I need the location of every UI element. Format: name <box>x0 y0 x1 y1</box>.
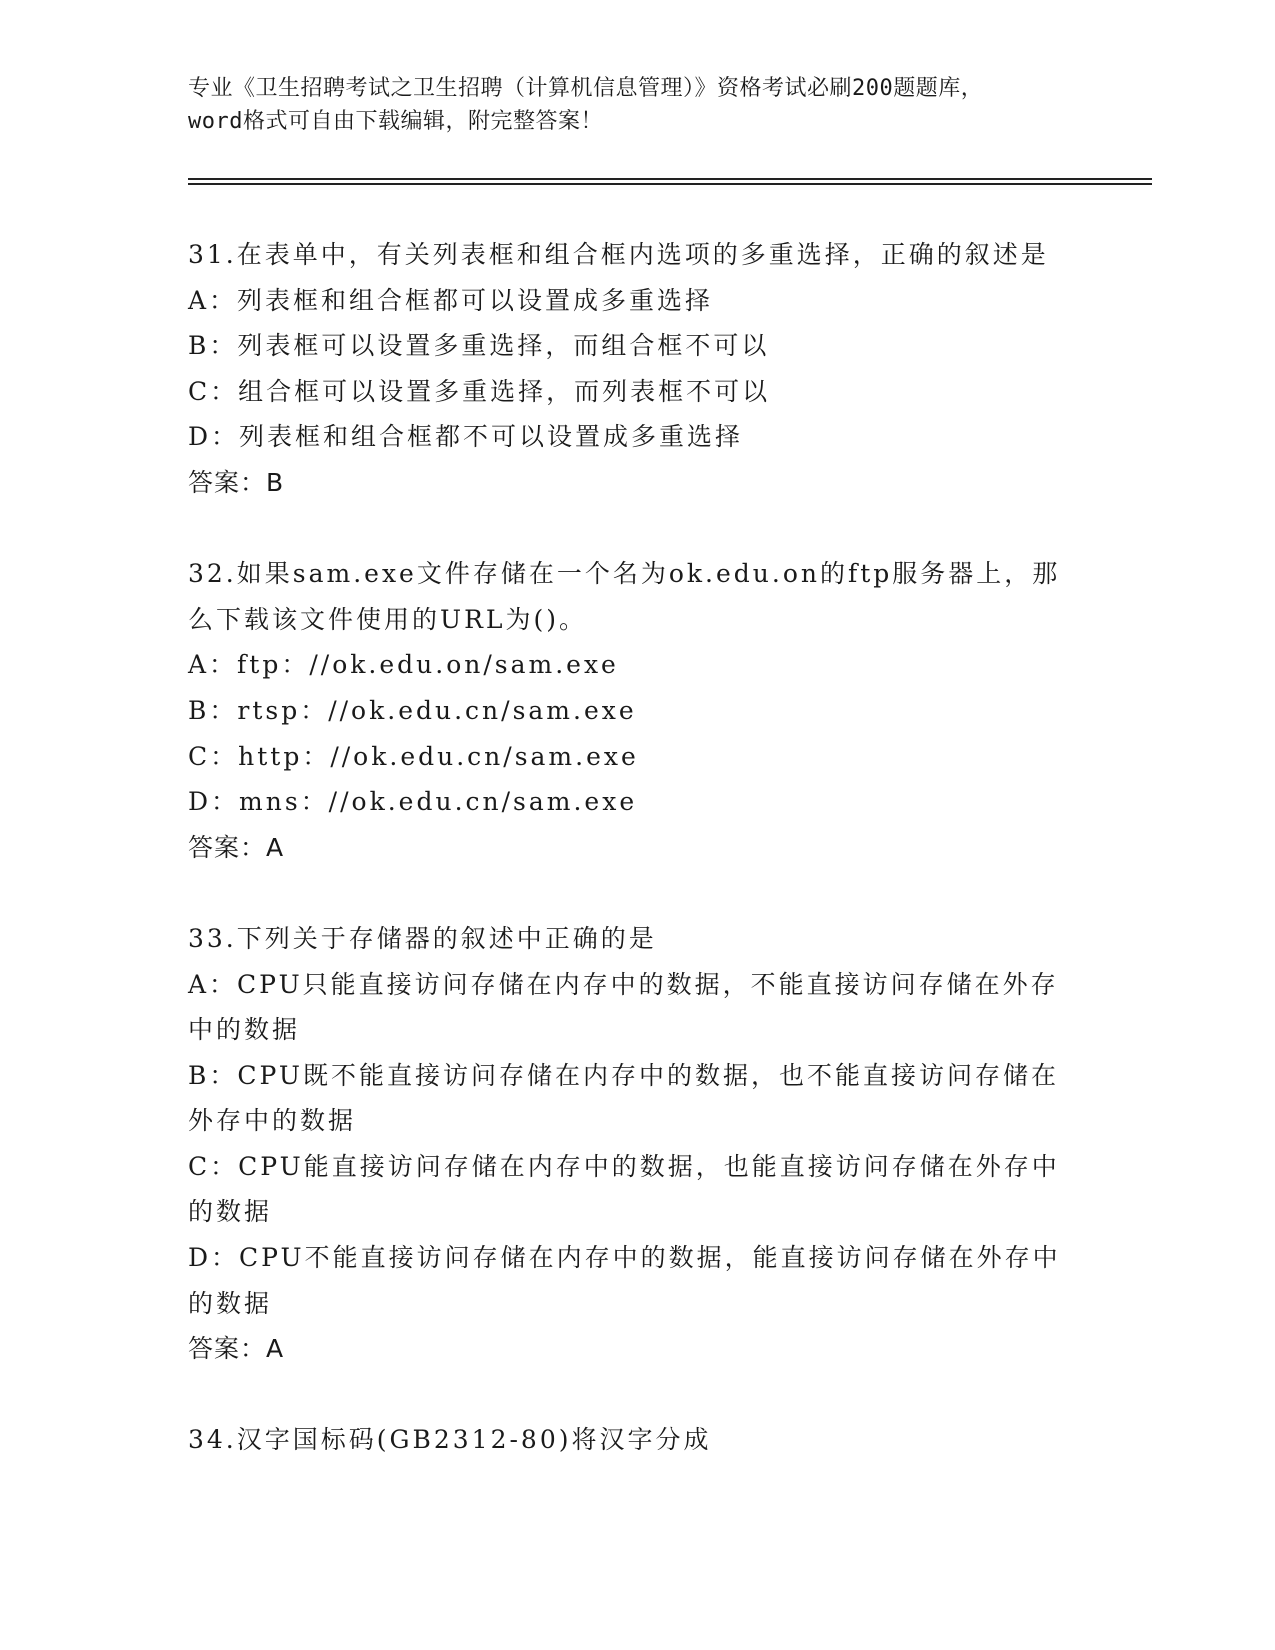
option-c: C：http：//ok.edu.cn/sam.exe <box>188 741 639 771</box>
question-list <box>188 232 1088 1463</box>
option-d: D：列表框和组合框都不可以设置成多重选择 <box>188 422 744 452</box>
question-stem: 32.如果sam.exe文件存储在一个名为ok.edu.on的ftp服务器上，那 <box>188 559 1061 589</box>
question-31 <box>188 232 1088 506</box>
option-c: C：CPU能直接访问存储在内存中的数据，也能直接访问存储在外存中 <box>188 1151 1060 1181</box>
answer: 答案：A <box>188 1334 285 1364</box>
document-header <box>188 72 1088 138</box>
question-32 <box>188 551 1088 870</box>
question-stem: 33.下列关于存储器的叙述中正确的是 <box>188 923 657 953</box>
option-a: A：CPU只能直接访问存储在内存中的数据，不能直接访问存储在外存 <box>188 969 1059 999</box>
question-33 <box>188 916 1088 1372</box>
spacer <box>188 870 1088 916</box>
spacer <box>188 1372 1088 1418</box>
answer: 答案：A <box>188 832 285 862</box>
option-c: C：组合框可以设置多重选择，而列表框不可以 <box>188 376 771 406</box>
header-divider-bottom <box>188 183 1152 185</box>
option-b-continued: 外存中的数据 <box>188 1106 357 1136</box>
option-b: B：rtsp：//ok.edu.cn/sam.exe <box>188 695 637 725</box>
question-stem-continued: 么下载该文件使用的URL为()。 <box>188 604 588 634</box>
option-d: D：mns：//ok.edu.cn/sam.exe <box>188 787 638 817</box>
option-b: B：CPU既不能直接访问存储在内存中的数据，也不能直接访问存储在 <box>188 1060 1059 1090</box>
option-c-continued: 的数据 <box>188 1197 273 1227</box>
option-a: A：列表框和组合框都可以设置成多重选择 <box>188 285 714 315</box>
header-divider-top <box>188 178 1152 180</box>
option-d-continued: 的数据 <box>188 1288 273 1318</box>
option-d: D：CPU不能直接访问存储在内存中的数据，能直接访问存储在外存中 <box>188 1243 1061 1273</box>
header-line-1: 专业《卫生招聘考试之卫生招聘（计算机信息管理）》资格考试必刷200题题库， <box>188 76 984 101</box>
option-b: B：列表框可以设置多重选择，而组合框不可以 <box>188 331 770 361</box>
answer: 答案：B <box>188 467 285 497</box>
question-34 <box>188 1417 1088 1463</box>
spacer <box>188 506 1088 552</box>
option-a-continued: 中的数据 <box>188 1015 301 1045</box>
question-stem: 34.汉字国标码(GB2312-80)将汉字分成 <box>188 1425 712 1455</box>
option-a: A：ftp：//ok.edu.on/sam.exe <box>188 650 619 680</box>
header-line-2: word格式可自由下载编辑，附完整答案！ <box>188 109 603 134</box>
question-stem: 31.在表单中，有关列表框和组合框内选项的多重选择，正确的叙述是 <box>188 240 1049 269</box>
